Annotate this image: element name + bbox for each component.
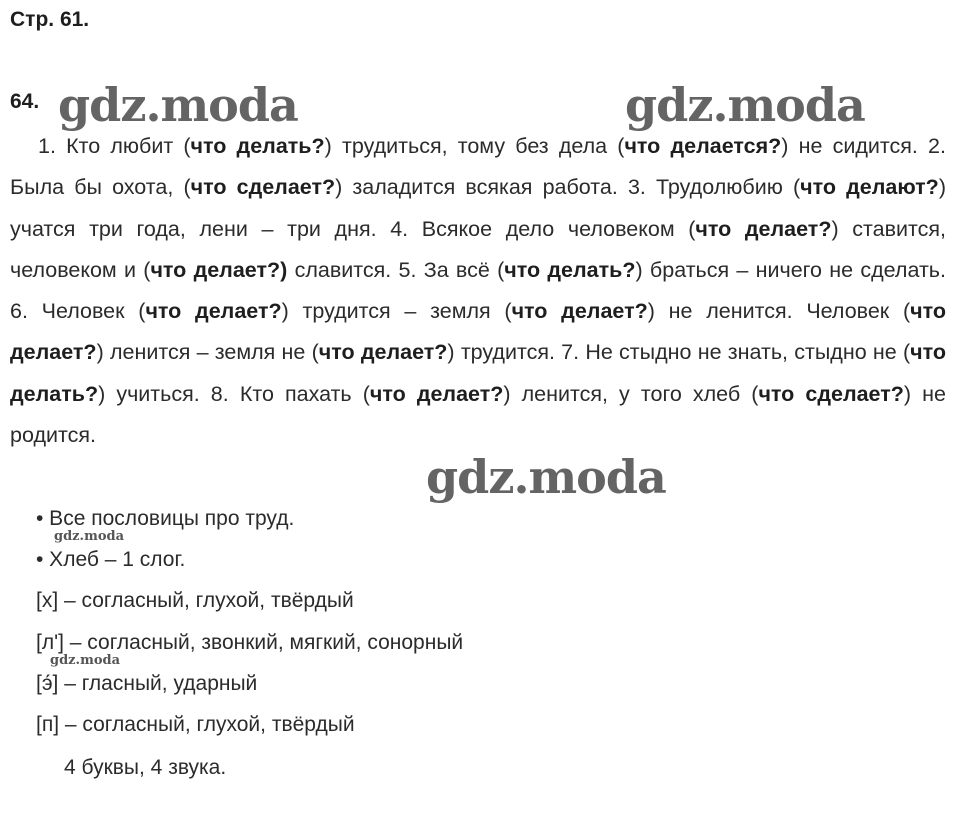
- question-word: что делать?: [190, 134, 325, 158]
- question-word: что делает?): [150, 257, 288, 282]
- watermark-logo: gdz.moda: [625, 78, 865, 132]
- text-segment: ) трудится – земля (: [281, 299, 512, 324]
- text-segment: ) ленится – земля не (: [96, 340, 319, 365]
- note-bullet-topic: • Все пословицы про труд.: [36, 507, 295, 530]
- question-word: что сделает?: [190, 175, 336, 200]
- text-segment: ) учатся три года, лени – три дня. 4. Всякое дело человеком (: [10, 175, 946, 241]
- question-word: что делает?: [318, 340, 448, 365]
- text-segment: ) не родится.: [10, 381, 946, 448]
- text-segment: славится. 5. За всё (: [287, 257, 505, 282]
- watermark-logo: gdz.moda: [58, 78, 298, 132]
- text-segment: ) ленится, у того хлеб (: [503, 381, 759, 406]
- question-word: что делает?: [695, 216, 832, 241]
- letters-sounds-summary: 4 буквы, 4 звука.: [64, 756, 227, 779]
- question-word: что делает?: [145, 299, 282, 324]
- watermark-logo: gdz.moda: [426, 450, 666, 504]
- text-segment: ) учиться. 8. Кто пахать (: [98, 381, 370, 406]
- text-segment: ) не сидится. 2. Была бы охота, (: [10, 134, 946, 200]
- text-segment: ) браться – ничего не сделать. 6. Человек (: [10, 257, 946, 324]
- question-word: что делают?: [800, 175, 939, 200]
- text-segment: ) не ленится. Человек (: [647, 299, 911, 324]
- note-bullet-syllables: • Хлеб – 1 слог.: [36, 548, 186, 571]
- question-word: что делает?: [511, 299, 648, 324]
- question-word: что делается?: [624, 134, 782, 158]
- phonetic-line-p: [п] – согласный, глухой, твёрдый: [36, 713, 355, 736]
- text-segment: ) ставится, человеком и (: [10, 216, 946, 282]
- exercise-answer-text: [10, 126, 946, 456]
- phonetic-line-l: [л'] – согласный, звонкий, мягкий, сонорный: [36, 631, 464, 654]
- text-segment: ) заладится всякая работа. 3. Трудолюбию (: [335, 175, 801, 200]
- question-word: что делает?: [369, 381, 504, 406]
- watermark-small: gdz.moda: [54, 529, 125, 544]
- exercise-number: 64.: [10, 90, 40, 113]
- question-word: что делать?: [10, 340, 946, 406]
- text-segment: ) трудится. 7. Не стыдно не знать, стыдно не (: [447, 340, 911, 365]
- page-label: Стр. 61.: [10, 8, 90, 31]
- text-segment: 1. Кто любит (: [38, 134, 191, 158]
- text-segment: ) трудиться, тому без дела (: [324, 134, 625, 158]
- question-word: что делает?: [10, 299, 946, 365]
- watermark-small: gdz.moda: [50, 653, 121, 668]
- phonetic-line-e: [э́] – гласный, ударный: [36, 672, 258, 695]
- question-word: что делать?: [504, 257, 636, 282]
- question-word: что сделает?: [758, 381, 904, 406]
- phonetic-line-x: [х] – согласный, глухой, твёрдый: [36, 589, 354, 612]
